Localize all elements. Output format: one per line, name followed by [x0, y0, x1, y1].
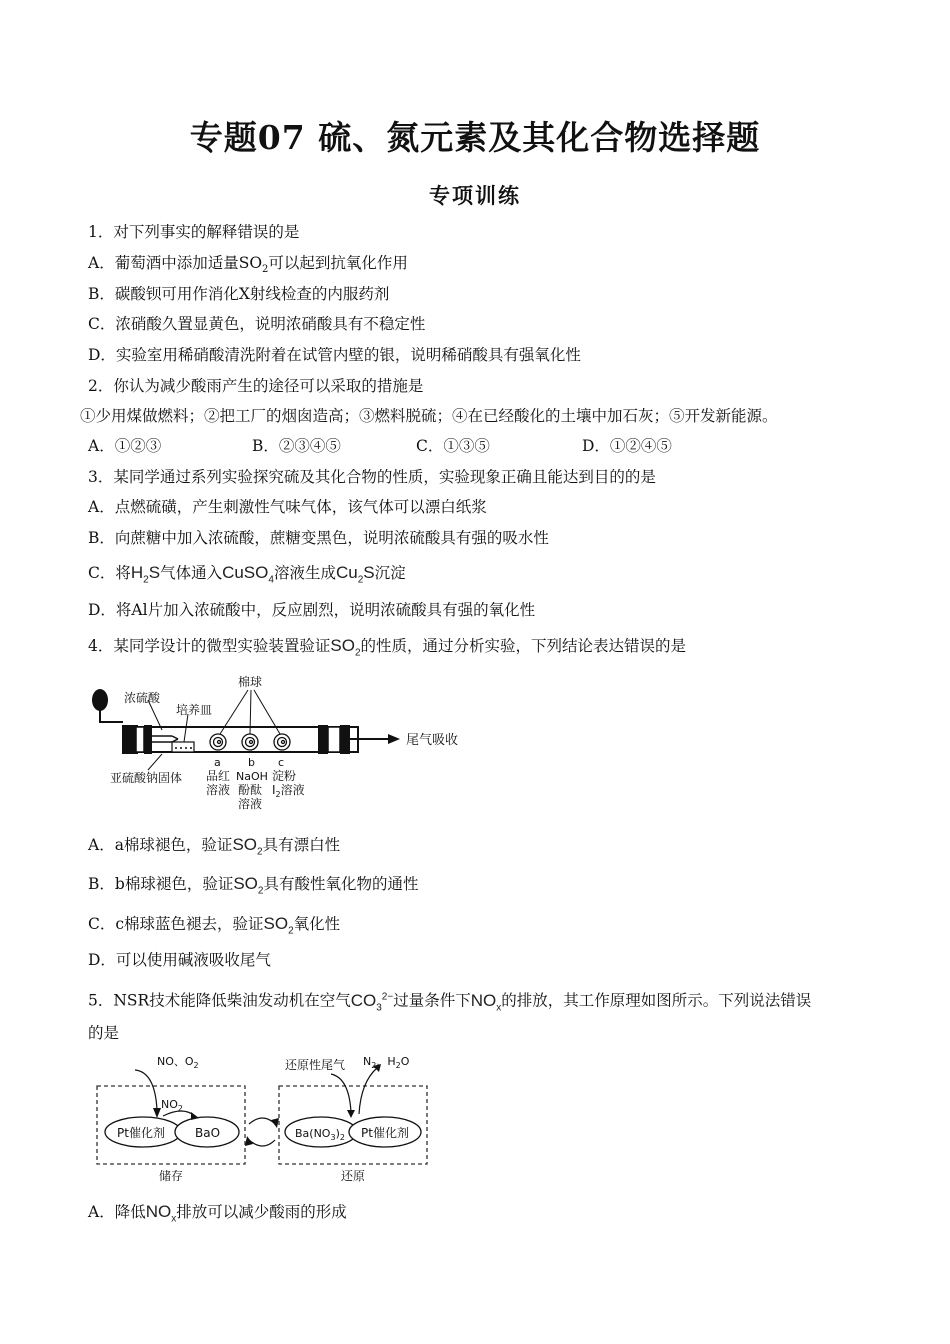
- svg-text:NO、O2: NO、$O_2$: [157, 1055, 199, 1070]
- q1-stem: 1．对下列事实的解释错误的是: [88, 223, 300, 241]
- svg-text:溶液: 溶液: [206, 783, 231, 797]
- q2-items: ①少用煤做燃料；②把工厂的烟囱造高；③燃料脱硫；④在已经酸化的土壤中加石灰；⑤开发新能源。: [80, 407, 778, 425]
- q2-option-b: B．②③④⑤: [252, 437, 341, 455]
- svg-text:淀粉: 淀粉: [272, 769, 297, 783]
- q4-option-a: A．a棉球褪色，验证$SO_2$具有漂白性: [88, 835, 341, 858]
- label-reducing-gas: 还原性尾气: [285, 1058, 346, 1072]
- label-dish: 培养皿: [176, 703, 213, 717]
- svg-text:NO2: $NO_2$: [161, 1098, 183, 1113]
- q5-stem-line2: 的是: [88, 1024, 120, 1042]
- q4-apparatus-diagram: [88, 670, 468, 820]
- q5-stem: 5．NSR技术能降低柴油发动机在空气$CO_3^{2-}$过量条件下$NO_x$的排放，其工作原理如图所示。下列说法错误: [88, 990, 812, 1014]
- label-cotton: 棉球: [238, 675, 263, 689]
- svg-text:NaOH: NaOH: [236, 770, 268, 783]
- q2-stem: 2．你认为减少酸雨产生的途径可以采取的措施是: [88, 377, 424, 395]
- svg-text:Pt催化剂: Pt催化剂: [361, 1126, 409, 1140]
- q3-option-a: A．点燃硫磺，产生刺激性气味气体，该气体可以漂白纸浆: [88, 498, 487, 516]
- q4-option-c: C．c棉球蓝色褪去，验证$SO_2$氧化性: [88, 914, 341, 937]
- q2-option-d: D．①②④⑤: [582, 437, 672, 455]
- q1-option-b: B．碳酸钡可用作消化X射线检查的内服药剂: [88, 285, 390, 303]
- cotton-ball-b: [242, 734, 258, 750]
- svg-text:N2、H2O: $N_2$、$H_2O$: [363, 1055, 410, 1070]
- dropper-bulb: [92, 689, 108, 711]
- page-subtitle: 专项训练: [429, 183, 521, 208]
- label-reduction: 还原: [341, 1169, 366, 1182]
- q1-option-d: D．实验室用稀硝酸清洗附着在试管内壁的银，说明稀硝酸具有强氧化性: [88, 346, 581, 364]
- label-storage: 储存: [159, 1169, 184, 1182]
- svg-text:c: c: [278, 756, 285, 769]
- q3-option-d: D．将Al片加入浓硫酸中，反应剧烈，说明浓硫酸具有强的氧化性: [88, 601, 536, 619]
- label-conc-acid: 浓硫酸: [124, 691, 161, 705]
- q5-option-a: A．降低$NO_x$排放可以减少酸雨的形成: [88, 1202, 347, 1225]
- page-title: 专题07 硫、氮元素及其化合物选择题: [189, 118, 761, 157]
- label-tail-gas: 尾气吸收: [406, 733, 459, 748]
- q4-option-b: B．b棉球褪色，验证$SO_2$具有酸性氧化物的通性: [88, 874, 419, 897]
- petri-dish: [172, 742, 194, 752]
- svg-text:溶液: 溶液: [238, 797, 263, 811]
- q3-option-b: B．向蔗糖中加入浓硫酸，蔗糖变黑色，说明浓硫酸具有强的吸水性: [88, 529, 549, 547]
- stopper-right: [318, 725, 328, 754]
- cotton-ball-a: [210, 734, 226, 750]
- q1-option-c: C．浓硝酸久置显黄色，说明浓硝酸具有不稳定性: [88, 315, 426, 333]
- q1-option-a: A．葡萄酒中添加适量$SO_2$可以起到抗氧化作用: [88, 254, 408, 276]
- svg-text:Ba(NO3)2: $Ba(NO_3)_2$: [295, 1127, 345, 1142]
- svg-text:I2溶液: $I_2$溶液: [272, 783, 305, 799]
- q2-option-c: C．①③⑤: [416, 437, 490, 455]
- q4-option-d: D．可以使用碱液吸收尾气: [88, 951, 271, 969]
- svg-text:酚酞: 酚酞: [238, 783, 263, 797]
- cotton-ball-c: [274, 734, 290, 750]
- q2-option-a: A．①②③: [88, 437, 162, 455]
- svg-text:BaO: BaO: [195, 1126, 221, 1140]
- svg-text:b: b: [248, 756, 255, 769]
- svg-text:Pt催化剂: Pt催化剂: [117, 1126, 165, 1140]
- svg-text:品红: 品红: [206, 769, 231, 783]
- q3-option-c: C．将$H_2S$气体通入CuSO$_4$溶液生成$Cu_2S$沉淀: [88, 563, 406, 586]
- tail-gas-arrow: [388, 734, 400, 744]
- label-solid: 亚硫酸钠固体: [110, 771, 183, 785]
- q3-stem: 3．某同学通过系列实验探究硫及其化合物的性质，实验现象正确且能达到目的的是: [88, 468, 656, 486]
- q5-nsr-diagram: [95, 1052, 435, 1182]
- q4-stem: 4．某同学设计的微型实验装置验证$SO_2$的性质，通过分析实验，下列结论表达错误的是: [88, 636, 687, 659]
- svg-text:a: a: [214, 756, 221, 769]
